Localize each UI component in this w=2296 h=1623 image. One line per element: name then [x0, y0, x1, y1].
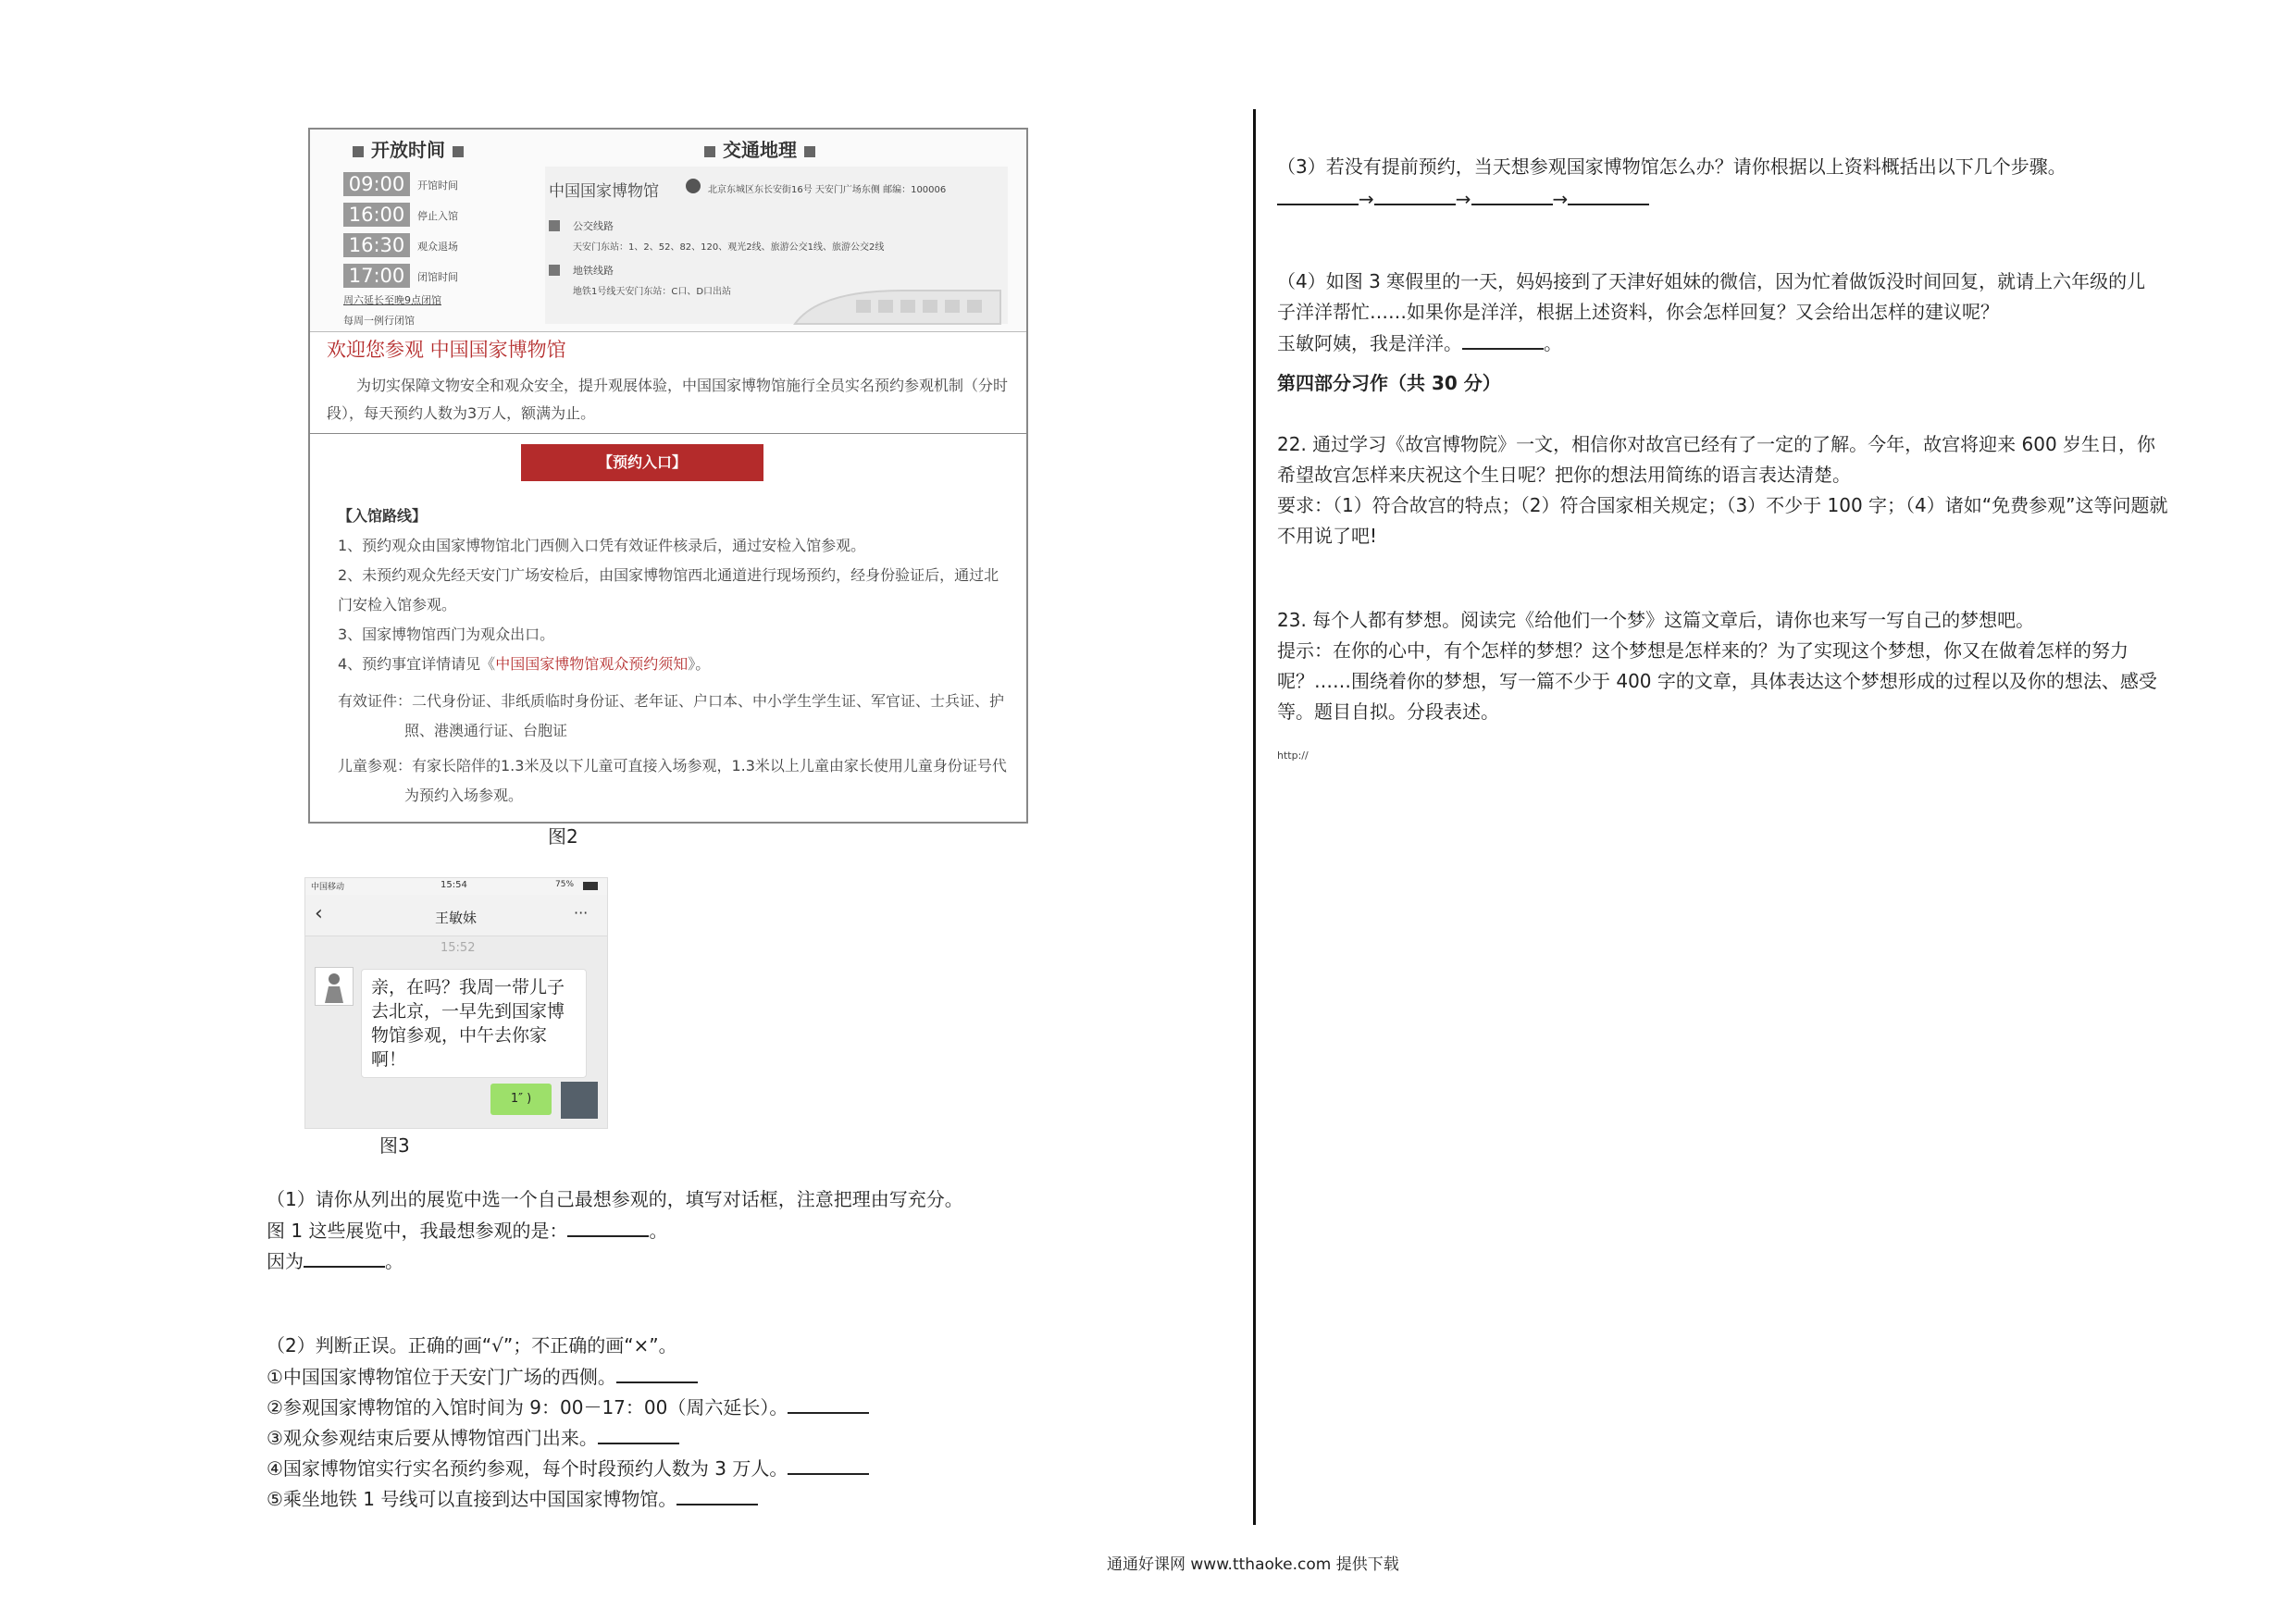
bus-icon — [549, 220, 560, 231]
time-stop-entry-label: 停止入馆 — [417, 210, 458, 222]
figure2-caption: 图2 — [548, 825, 578, 848]
square-icon — [804, 146, 815, 157]
more-icon[interactable]: ··· — [574, 904, 589, 922]
figure-top-panel — [310, 130, 1026, 332]
question-1b: 因为 。 — [267, 1245, 403, 1276]
museum-name: 中国国家博物馆 — [549, 182, 659, 201]
section-divider — [310, 433, 1026, 434]
step-blank[interactable] — [1277, 183, 1359, 205]
answer-blank[interactable] — [676, 1483, 758, 1505]
question-4-reply: 玉敏阿姨，我是洋洋。 。 — [1277, 328, 1562, 358]
status-bar — [305, 878, 607, 895]
reservation-notice-link[interactable]: 中国国家博物馆观众预约须知 — [495, 655, 689, 673]
answer-blank[interactable] — [616, 1361, 698, 1383]
steps-blanks — [1277, 183, 1649, 214]
battery-label: 75% — [555, 880, 575, 889]
step-blank[interactable] — [1568, 183, 1649, 205]
square-icon — [453, 146, 464, 157]
judge-item: ①中国国家博物馆位于天安门广场的西侧。 — [267, 1361, 698, 1392]
chat-header — [305, 895, 607, 936]
question-22-line2: 希望故宫怎样来庆祝这个生日呢？把你的想法用简练的语言表达清楚。 — [1277, 464, 1851, 486]
intro-text: 为切实保障文物安全和观众安全，提升观展体验，中国国家博物馆施行全员实名预约参观机制（分时段），每天预约人数为3万人，额满为止。 — [327, 377, 1009, 422]
judge-item: ②参观国家博物馆的入馆时间为 9：00－17：00（周六延长）。 — [267, 1392, 869, 1422]
carrier-label: 中国移动 — [311, 883, 345, 892]
time-open-label: 开馆时间 — [417, 180, 458, 192]
page-footer: 通通好课网 www.tthaoke.com 提供下载 — [1107, 1555, 1399, 1574]
voice-wave-icon: ) — [527, 1092, 532, 1106]
self-avatar[interactable] — [561, 1082, 598, 1119]
location-pin-icon — [686, 179, 701, 193]
step-blank[interactable] — [1471, 183, 1553, 205]
arrow-right-icon: → — [1552, 188, 1569, 210]
route-title: 【入馆路线】 — [338, 507, 428, 525]
sender-avatar[interactable] — [315, 967, 354, 1006]
entry-rules — [338, 502, 1013, 811]
judge-item: ④国家博物馆实行实名预约参观，每个时段预约人数为 3 万人。 — [267, 1453, 869, 1483]
column-divider — [1253, 109, 1256, 1525]
subway-icon — [549, 265, 560, 276]
question-23-line3: 呢？……围绕着你的梦想，写一篇不少于 400 字的文章，具体表达这个梦想形成的过程以及你的想法、感受 — [1277, 670, 2157, 692]
question-23-line2: 提示：在你的心中，有个怎样的梦想？这个梦想是怎样来的？为了实现这个梦想，你又在做着怎样的努力 — [1277, 639, 2128, 662]
clock-label: 15:54 — [441, 880, 467, 890]
step-blank[interactable] — [1374, 183, 1456, 205]
question-23-line4: 等。题目自拟。分段表述。 — [1277, 700, 1499, 723]
transport-title: 交通地理 — [697, 135, 823, 162]
chat-message-bubble: 亲，在吗？我周一带儿子去北京，一早先到国家博物馆参观，中午去你家啊！ — [361, 969, 587, 1078]
answer-blank[interactable] — [567, 1215, 649, 1237]
answer-blank[interactable] — [598, 1422, 679, 1444]
contact-name: 王敏妹 — [435, 910, 478, 926]
bus-title: 公交线路 — [573, 220, 614, 232]
bus-routes: 天安门东站：1、2、52、82、120、观光2线、旅游公交1线、旅游公交2线 — [573, 242, 885, 253]
answer-blank[interactable] — [788, 1453, 869, 1475]
valid-documents: 有效证件：二代身份证、非纸质临时身份证、老年证、户口本、中小学生学生证、军官证、士兵证、护照、港澳通行证、台胞证 — [338, 692, 1005, 739]
voice-reply-bubble[interactable]: 1″ ) — [490, 1084, 552, 1115]
question-4-line1: （4）如图 3 寒假里的一天，妈妈接到了天津好姐妹的微信，因为忙着做饭没时间回复，就请上六年级的儿 — [1277, 270, 2146, 292]
question-23-line1: 23. 每个人都有梦想。阅读完《给他们一个梦》这篇文章后，请你也来写一写自己的梦想吧。 — [1277, 609, 2035, 631]
question-4-line2: 子洋洋帮忙……如果你是洋洋，根据上述资料，你会怎样回复？又会给出怎样的建议呢？ — [1277, 301, 1999, 323]
wechat-screenshot — [304, 877, 608, 1129]
square-icon — [704, 146, 715, 157]
route-item: 3、国家博物馆西门为观众出口。 — [338, 626, 555, 643]
subway-title: 地铁线路 — [573, 265, 614, 277]
judge-item: ③观众参观结束后要从博物馆西门出来。 — [267, 1422, 679, 1453]
message-time: 15:52 — [441, 941, 476, 955]
route-item: 2、未预约观众先经天安门广场安检后，由国家博物馆西北通道进行现场预约，经身份验证后，通过北门安检入馆参观。 — [338, 566, 999, 613]
time-exit: 16:30 — [343, 233, 410, 257]
arrow-right-icon: → — [1359, 188, 1374, 210]
route-item: 1、预约观众由国家博物馆北门西侧入口凭有效证件核录后，通过安检入馆参观。 — [338, 537, 866, 554]
question-22-line4: 不用说了吧! — [1277, 525, 1378, 547]
reserve-entry-button[interactable]: 【预约入口】 — [521, 444, 763, 481]
monday-note: 每周一例行闭馆 — [343, 315, 415, 327]
museum-info-figure — [308, 128, 1028, 824]
figure3-caption: 图3 — [379, 1134, 410, 1157]
time-close-label: 闭馆时间 — [417, 271, 458, 283]
judge-item: ⑤乘坐地铁 1 号线可以直接到达中国国家博物馆。 — [267, 1483, 758, 1514]
museum-address: 北京东城区东长安街16号 天安门广场东侧 邮编：100006 — [708, 185, 947, 195]
question-1: （1）请你从列出的展览中选一个自己最想参观的，填写对话框，注意把理由写充分。 — [267, 1188, 963, 1210]
question-1a: 图 1 这些展览中，我最想参观的是： 。 — [267, 1215, 667, 1245]
question-3: （3）若没有提前预约，当天想参观国家博物馆怎么办？请你根据以上资料概括出以下几个步骤。 — [1277, 155, 2066, 178]
time-close: 17:00 — [343, 264, 410, 288]
part4-heading: 第四部分习作（共 30 分） — [1277, 372, 1501, 394]
question-22-line1: 22. 通过学习《故宫博物院》一文，相信你对故宫已经有了一定的了解。今年，故宫将迎来 600 岁生日，你 — [1277, 433, 2156, 455]
question-2: （2）判断正误。正确的画“√”；不正确的画“×”。 — [267, 1334, 677, 1357]
time-stop-entry: 16:00 — [343, 203, 410, 227]
person-icon — [316, 968, 353, 1005]
battery-icon — [583, 882, 598, 890]
route-item: 4、预约事宜详情请见《中国国家博物馆观众预约须知》。 — [338, 655, 711, 673]
url-text: http:// — [1277, 750, 1309, 762]
square-icon — [353, 146, 364, 157]
answer-blank[interactable] — [304, 1245, 385, 1268]
train-illustration-icon — [791, 285, 1006, 328]
back-chevron-icon[interactable]: ‹ — [315, 902, 323, 925]
hours-title: 开放时间 — [345, 135, 471, 162]
children-visit: 儿童参观：有家长陪伴的1.3米及以下儿童可直接入场参观，1.3米以上儿童由家长使用儿童身份证号代为预约入场参观。 — [338, 757, 1007, 804]
saturday-note: 周六延长至晚9点闭馆 — [343, 294, 441, 306]
arrow-right-icon: → — [1455, 188, 1471, 210]
question-22-line3: 要求：（1）符合故宫的特点；（2）符合国家相关规定；（3）不少于 100 字；（4）诸如“免费参观”这等问题就 — [1277, 494, 2168, 516]
answer-blank[interactable] — [1462, 328, 1544, 350]
answer-blank[interactable] — [788, 1392, 869, 1414]
time-exit-label: 观众退场 — [417, 241, 458, 253]
time-open: 09:00 — [343, 172, 410, 196]
subway-routes: 地铁1号线天安门东站：C口、D口出站 — [573, 287, 732, 297]
welcome-heading: 欢迎您参观 中国国家博物馆 — [327, 339, 566, 361]
